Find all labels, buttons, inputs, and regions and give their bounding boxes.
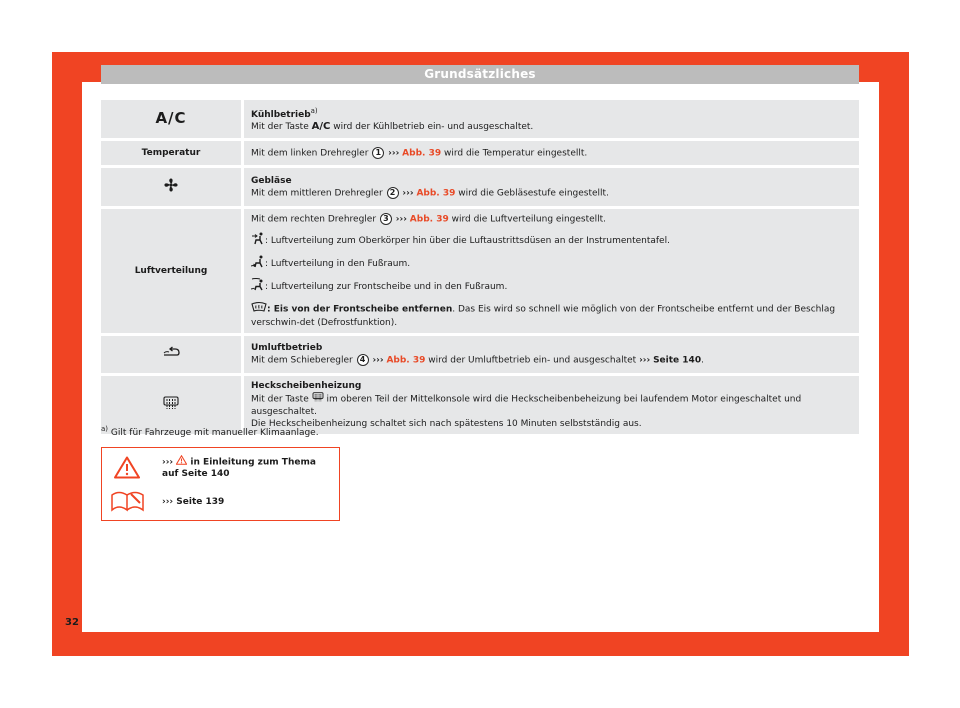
arrow-marker: ›››: [388, 148, 400, 159]
page-number: 32: [65, 617, 79, 628]
notice-link-page[interactable]: Seite 139: [176, 497, 225, 507]
list-item-text: : Luftverteilung zum Oberkörper hin über die Luftaustrittsdüsen an der Instrumententafel.: [265, 235, 670, 246]
warning-icon: [114, 456, 140, 483]
callout-number: 4: [357, 354, 369, 366]
row-text-end: .: [701, 355, 704, 366]
row-text: Mit dem rechten Drehregler: [251, 214, 377, 225]
row-key: [101, 168, 244, 206]
defrost-icon: [251, 301, 267, 317]
list-item: [251, 232, 852, 249]
table-row: [101, 336, 859, 373]
row-key: [101, 336, 244, 373]
figure-link[interactable]: Abb. 39: [416, 188, 456, 199]
air-upper-body-icon: [251, 232, 265, 249]
figure-link[interactable]: Abb. 39: [386, 355, 426, 366]
row-description: [244, 168, 859, 206]
figure-link[interactable]: Abb. 39: [402, 148, 442, 159]
footnote-mark: a): [310, 107, 318, 115]
list-item-text: . Das Eis wird so schnell wie möglich von der Frontscheibe entfernt und der Beschlag verschwin-det (Defrostfunktion).: [251, 304, 836, 328]
row-text: Mit der Taste: [251, 394, 309, 404]
arrow-marker: ›››: [395, 214, 407, 225]
row-title: Heckscheibenheizung: [251, 380, 362, 391]
list-item-text: : Luftverteilung zur Frontscheibe und in den Fußraum.: [265, 281, 508, 292]
air-footwell-icon: [251, 255, 265, 272]
page-link[interactable]: Seite 140: [653, 355, 702, 366]
ac-key-label: A/C: [155, 108, 187, 127]
row-title: Gebläse: [251, 175, 292, 186]
list-item-emphasis: : Eis von der Frontscheibe entfernen: [267, 304, 453, 314]
recirculation-icon: [162, 346, 180, 362]
air-windscreen-footwell-icon: [251, 278, 265, 295]
notice-link-warning[interactable]: in Einleitung zum Thema auf Seite 140: [162, 457, 316, 479]
row-text: Mit dem mittleren Drehregler: [251, 188, 383, 199]
row-text-post: im oberen Teil der Mittelkonsole wird die Heckscheibenbeheizung bei laufendem Motor eingeschaltet und ausgeschaltet.: [251, 394, 802, 417]
row-key: [101, 141, 244, 165]
list-item: [251, 255, 852, 272]
book-icon: [110, 490, 146, 518]
row-key-label: Temperatur: [141, 148, 201, 158]
row-text-post: wird die Temperatur eingestellt.: [443, 148, 588, 159]
row-description: [244, 100, 859, 138]
row-description: [244, 209, 859, 333]
table-row: [101, 209, 859, 333]
notice-box: [101, 447, 340, 521]
row-text-post: wird die Luftverteilung eingestellt.: [451, 214, 607, 225]
row-title: Kühlbetrieb: [251, 110, 311, 120]
row-text: Mit der Taste: [251, 122, 309, 132]
section-header: Grundsätzliches: [101, 65, 859, 84]
footnote-mark: a): [101, 425, 109, 433]
arrow-marker: ›››: [162, 457, 174, 468]
footnote: [101, 425, 319, 438]
row-text: Mit dem Schieberegler: [251, 355, 353, 366]
rear-window-heating-icon: [312, 392, 324, 406]
arrow-marker: ›››: [372, 355, 384, 366]
fan-icon: [163, 177, 179, 197]
footnote-text: Gilt für Fahrzeuge mit manueller Klimaanlage.: [110, 428, 319, 438]
row-text-post: wird der Umluftbetrieb ein- und ausgeschaltet: [428, 355, 637, 366]
list-item: [251, 301, 852, 329]
row-text-post: wird der Kühlbetrieb ein- und ausgeschaltet.: [333, 122, 534, 132]
row-text-line2: Die Heckscheibenheizung schaltet sich nach spätestens 10 Minuten selbstständig aus.: [251, 418, 642, 429]
row-description: [244, 336, 859, 373]
warning-icon: [176, 455, 187, 469]
row-title: Umluftbetrieb: [251, 342, 323, 353]
figure-link[interactable]: Abb. 39: [409, 214, 449, 225]
row-key: [101, 209, 244, 333]
ac-inline-label: A/C: [311, 121, 331, 132]
list-item-text: : Luftverteilung in den Fußraum.: [265, 258, 411, 269]
callout-number: 3: [380, 213, 392, 225]
table-row: [101, 168, 859, 206]
controls-table: [101, 97, 859, 437]
row-description: [244, 141, 859, 165]
arrow-marker: ›››: [162, 497, 174, 507]
list-item: [251, 278, 852, 295]
row-key: [101, 100, 244, 138]
row-text: Mit dem linken Drehregler: [251, 148, 369, 159]
callout-number: 2: [387, 187, 399, 199]
row-key-label: Luftverteilung: [134, 265, 208, 276]
callout-number: 1: [372, 147, 384, 159]
rear-window-heating-icon: [163, 396, 179, 414]
arrow-marker: ›››: [639, 355, 651, 366]
table-row: [101, 100, 859, 138]
row-text-post: wird die Gebläsestufe eingestellt.: [458, 188, 609, 199]
table-row: [101, 141, 859, 165]
row-description: [244, 376, 859, 434]
arrow-marker: ›››: [402, 188, 414, 199]
